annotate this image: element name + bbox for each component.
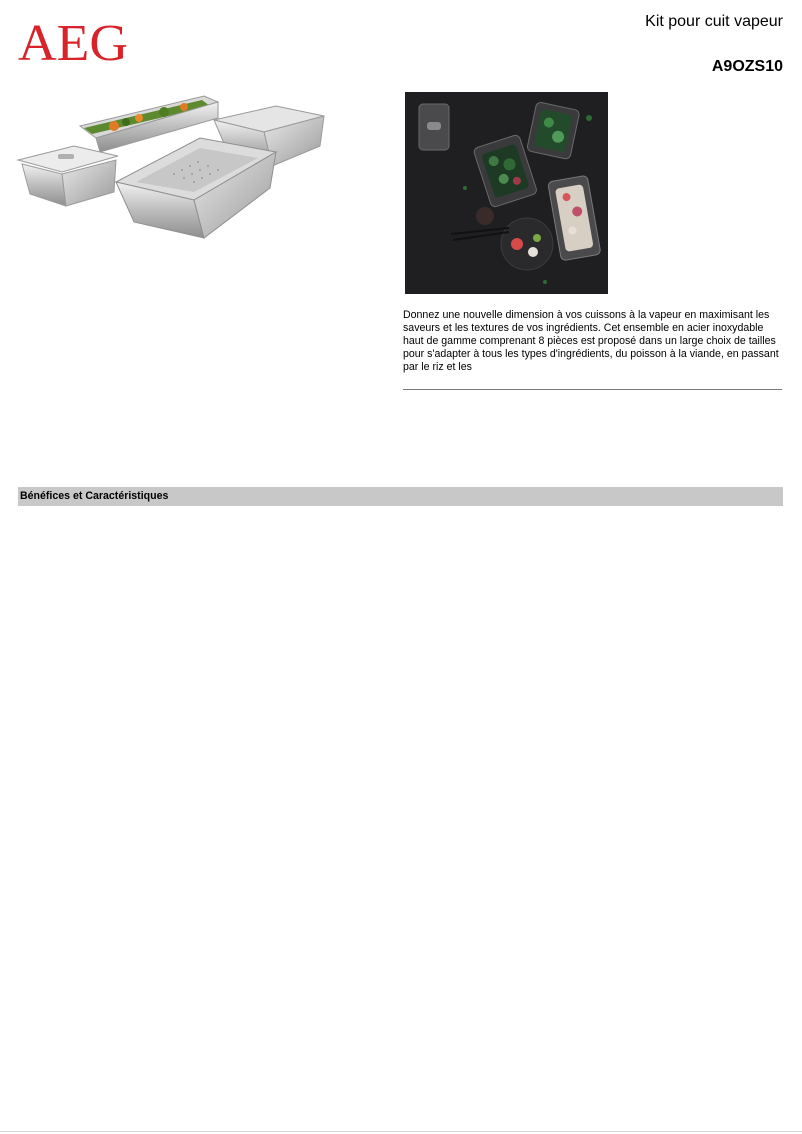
- aeg-logo-mark: [18, 18, 130, 64]
- model-number: A9OZS10: [711, 58, 783, 75]
- lifestyle-image: [405, 92, 608, 294]
- food-presentation-photo: [405, 92, 608, 294]
- product-description: Donnez une nouvelle dimension à vos cuissons à la vapeur en maximisant les saveurs et les textures de vos ingrédients. Cet ensemble en acier inoxydable haut de gamme comprenant 8 pièces est proposé dans un large choix de tailles pour s'adapter à tous les types d'ingrédients, du poisson à la viande, en passant par le riz et les: [403, 309, 779, 373]
- steam-containers-illustration: [14, 90, 334, 250]
- page-bottom-rule: [0, 1131, 802, 1132]
- product-image: [14, 90, 334, 250]
- aeg-logo: [18, 18, 130, 64]
- section-header: [18, 487, 783, 506]
- divider: [403, 389, 782, 390]
- document-title: Kit pour cuit vapeur: [645, 13, 783, 30]
- section-title: Bénéfices et Caractéristiques: [20, 490, 169, 502]
- svg-text:AEG: AEG: [18, 18, 128, 64]
